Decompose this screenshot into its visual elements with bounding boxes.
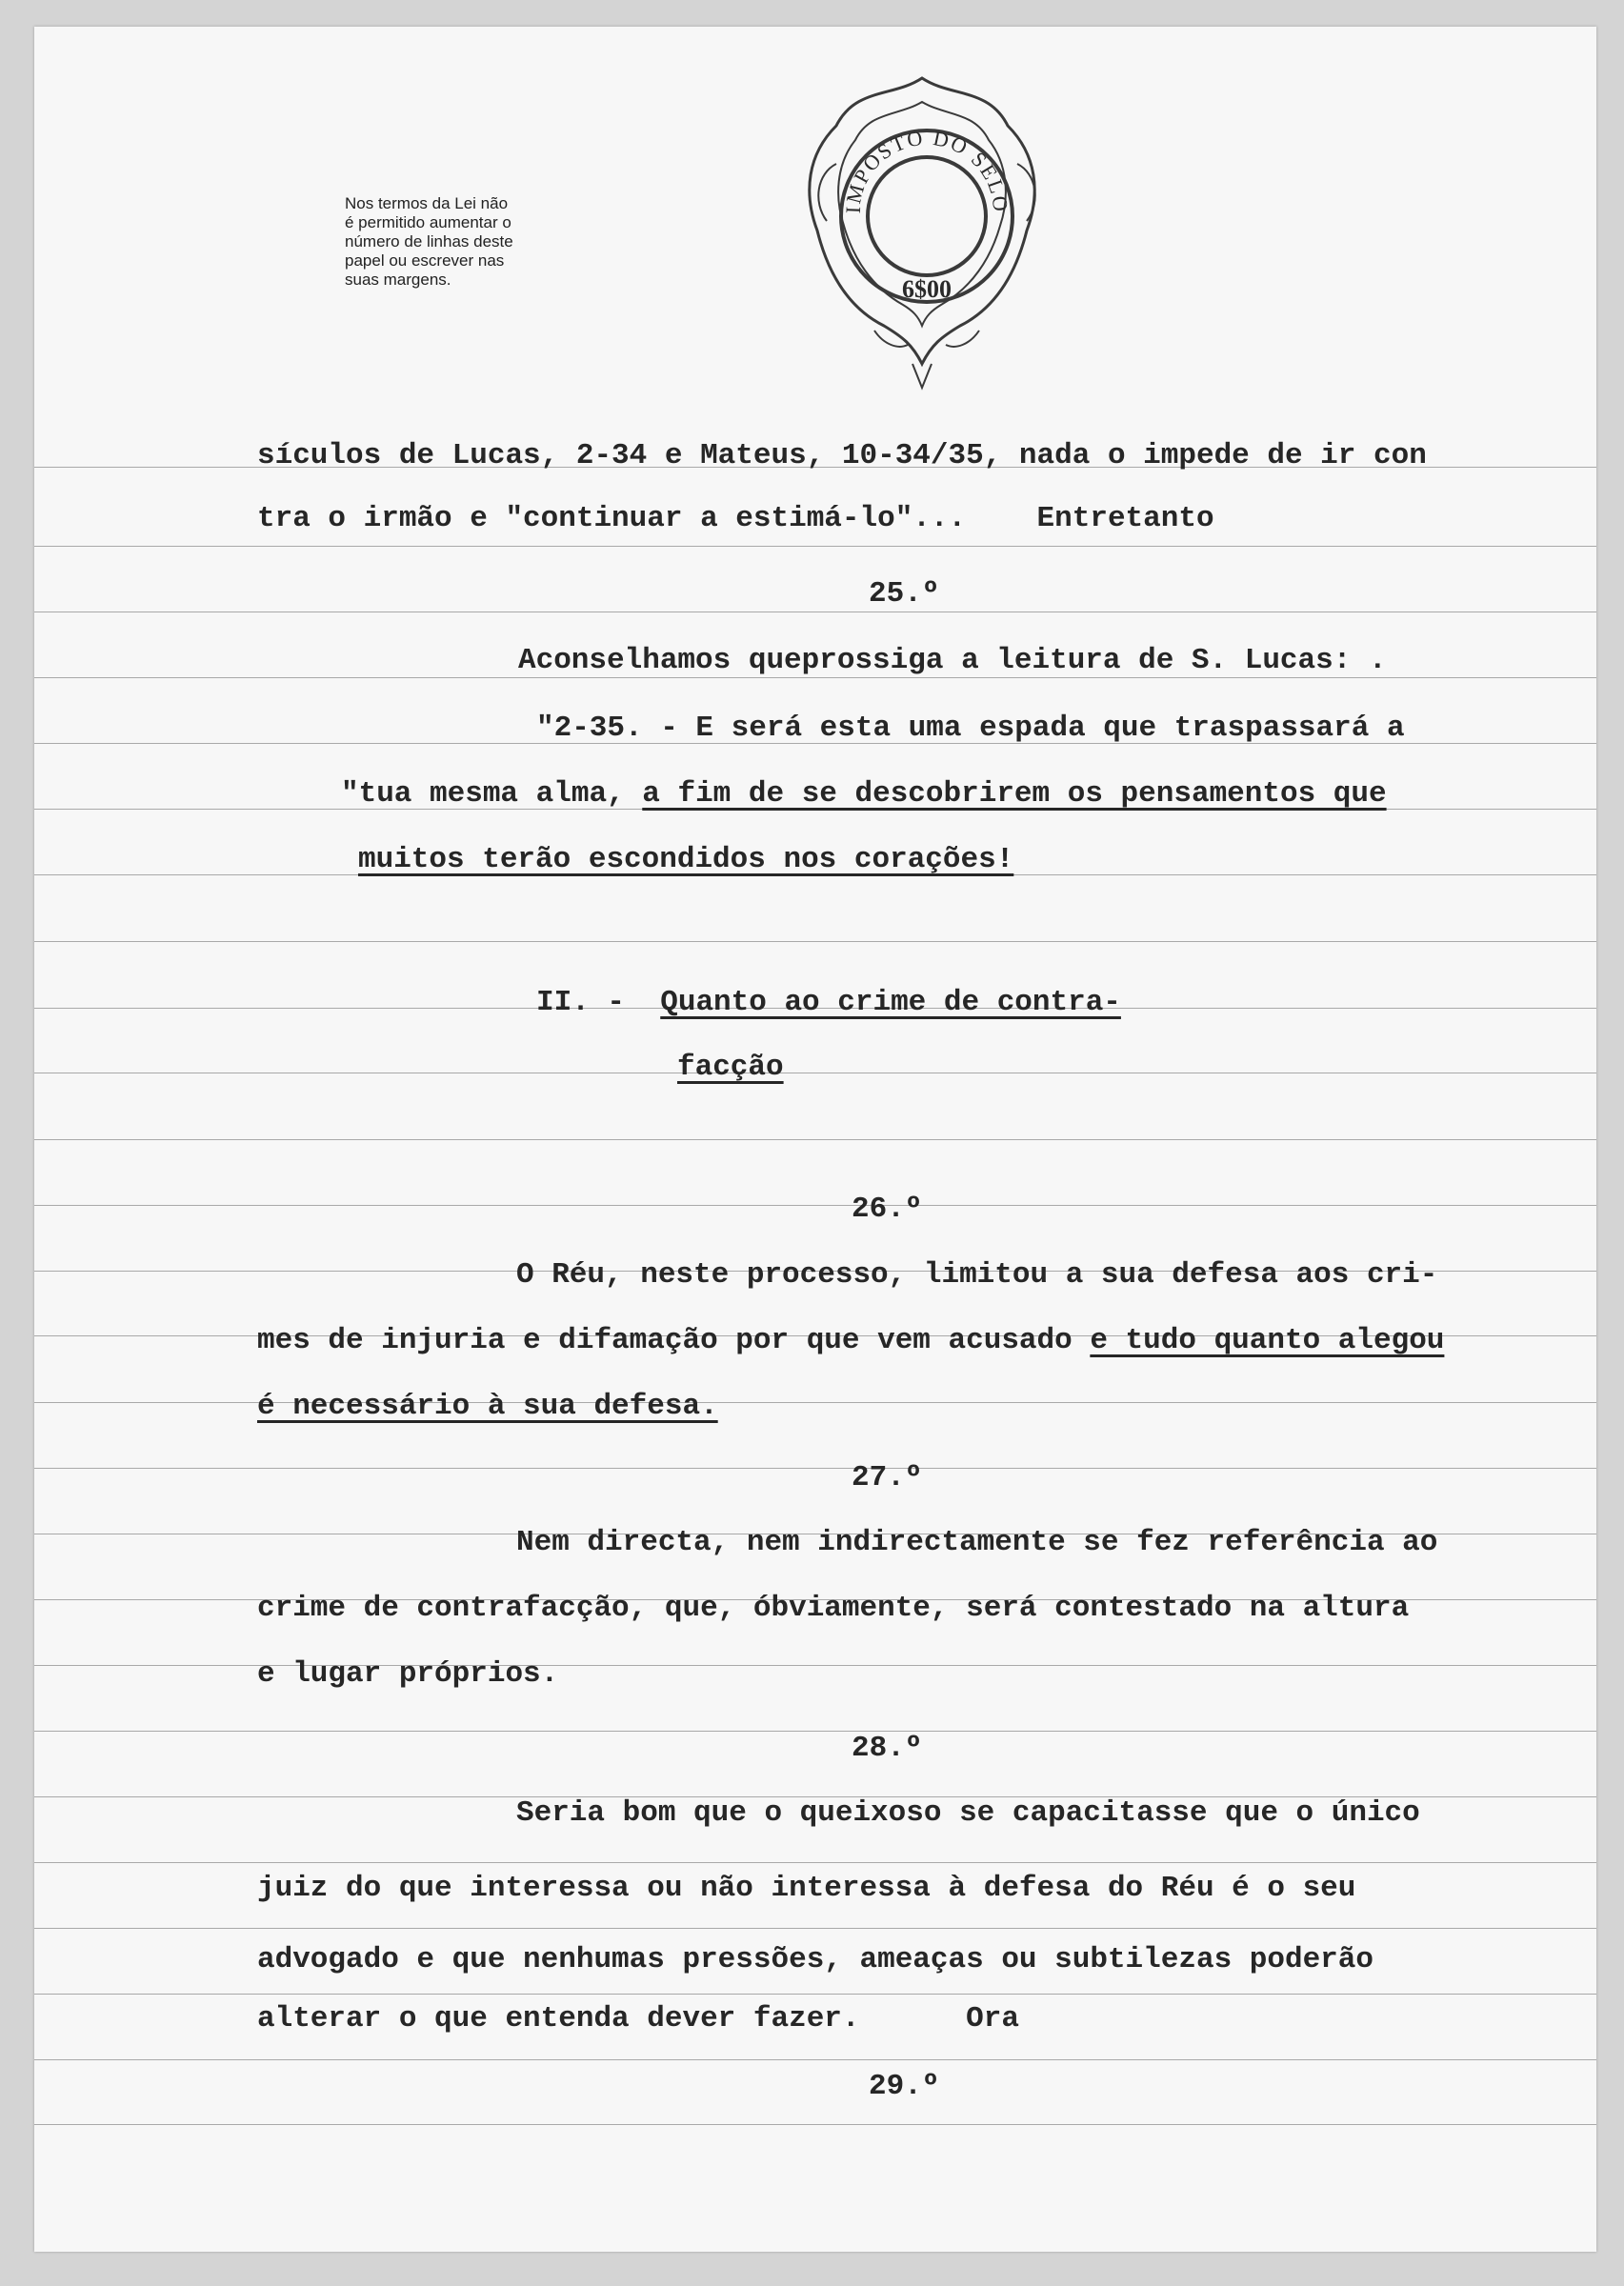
ruled-line	[34, 941, 1596, 942]
body-line: Aconselhamos queprossiga a leitura de S. Lucas: .	[518, 644, 1387, 677]
section-title-cont: facção	[677, 1051, 784, 1084]
section-number: II. -	[536, 986, 661, 1019]
body-line: sículos de Lucas, 2-34 e Mateus, 10-34/35, nada o impede de ir con	[257, 439, 1427, 472]
body-line: e lugar próprios.	[257, 1657, 559, 1691]
ruled-line	[34, 2059, 1596, 2060]
paragraph-number: 28.º	[852, 1732, 923, 1765]
ruled-line	[34, 1928, 1596, 1929]
paragraph-number: 27.º	[852, 1461, 923, 1494]
seal-text: IMPOSTO DO SELO	[840, 125, 1013, 214]
paragraph-number: 29.º	[869, 2070, 940, 2103]
body-line	[341, 777, 1387, 812]
body-line: advogado e que nenhumas pressões, ameaças ou subtilezas poderão	[257, 1943, 1373, 1976]
underlined-text: e tudo quanto alegou	[1090, 1324, 1445, 1357]
body-line: tra o irmão e "continuar a estimá-lo"... Entretanto	[257, 502, 1214, 535]
ruled-line	[34, 1205, 1596, 1206]
ruled-line	[34, 1468, 1596, 1469]
body-line	[257, 1324, 1444, 1358]
ruled-line	[34, 1862, 1596, 1863]
body-line: Nem directa, nem indirectamente se fez referência ao	[516, 1526, 1438, 1559]
section-heading	[536, 986, 1121, 1020]
body-line: Seria bom que o queixoso se capacitasse que o único	[516, 1796, 1420, 1830]
ruled-line	[34, 1994, 1596, 1995]
seal-value: 6$00	[902, 275, 952, 303]
underlined-text: a fim de se descobrirem os pensamentos que	[642, 777, 1387, 811]
body-line: crime de contrafacção, que, óbviamente, será contestado na altura	[257, 1592, 1410, 1625]
underlined-line: é necessário à sua defesa.	[257, 1390, 718, 1423]
body-line: O Réu, neste processo, limitou a sua defesa aos cri-	[516, 1258, 1438, 1292]
revenue-stamp-seal	[779, 59, 1065, 392]
body-text: mes de injuria e difamação por que vem acusado	[257, 1324, 1091, 1357]
legal-notice: Nos termos da Lei não é permitido aumentar o número de linhas deste papel ou escrever nas suas margens.	[345, 194, 513, 289]
underlined-line: muitos terão escondidos nos corações!	[358, 843, 1014, 876]
ruled-line	[34, 1139, 1596, 1140]
ruled-line	[34, 546, 1596, 547]
body-text: "tua mesma alma,	[341, 777, 643, 811]
paragraph-number: 26.º	[852, 1193, 923, 1226]
paragraph-number: 25.º	[869, 577, 940, 611]
section-title: Quanto ao crime de contra-	[660, 986, 1121, 1019]
ruled-line	[34, 2124, 1596, 2125]
ruled-line	[34, 1731, 1596, 1732]
body-line: "2-35. - E será esta uma espada que traspassará a	[536, 712, 1405, 745]
body-line: alterar o que entenda dever fazer. Ora	[257, 2002, 1019, 2035]
body-line: juiz do que interessa ou não interessa à defesa do Réu é o seu	[257, 1872, 1356, 1905]
